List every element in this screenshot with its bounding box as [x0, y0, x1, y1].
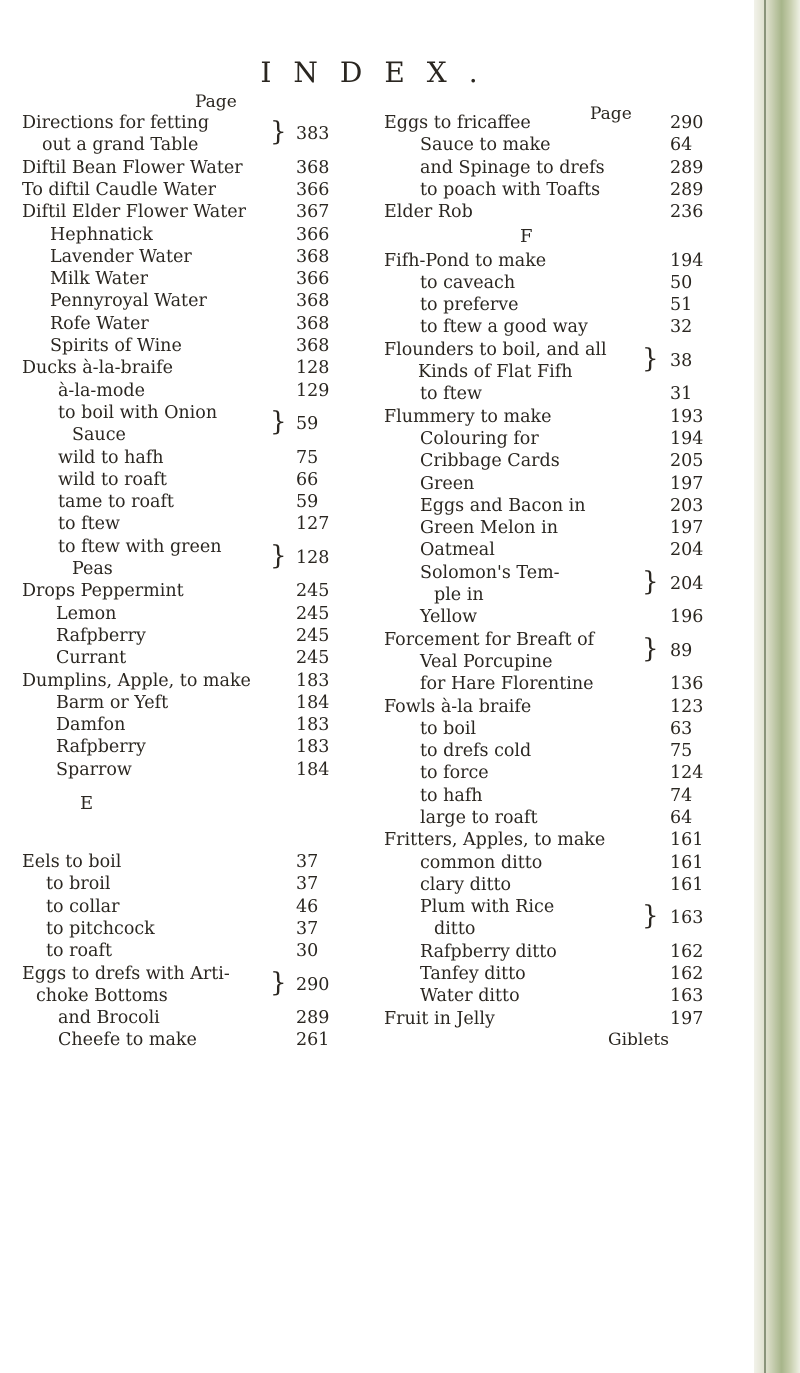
- entry-page-number: 290: [296, 974, 330, 995]
- entry-text: Currant: [56, 648, 127, 669]
- entry-page-number: 124: [670, 763, 704, 784]
- index-entry: [0, 179, 400, 201]
- entry-page-number: 63: [670, 718, 693, 739]
- entry-text: and Spinage to drefs: [420, 157, 605, 178]
- index-entry: [380, 428, 760, 450]
- entry-page-number: 368: [296, 313, 330, 334]
- entry-text: Pennyroyal Water: [50, 291, 207, 312]
- entry-page-number: 128: [296, 358, 330, 379]
- entry-text-line: out a grand Table: [42, 135, 199, 156]
- entry-text: Rofe Water: [50, 313, 149, 334]
- index-entry: [0, 670, 400, 692]
- entry-text: Tanfey ditto: [420, 964, 526, 985]
- entry-text: Eels to boil: [22, 852, 122, 872]
- entry-page-number: 368: [296, 291, 330, 312]
- entry-text: to force: [420, 763, 489, 784]
- entry-page-number: 64: [670, 135, 693, 156]
- entry-page-number: 197: [670, 1008, 704, 1029]
- entry-text: to ftew a good way: [420, 317, 588, 338]
- index-entry: [380, 696, 760, 718]
- entry-page-number: 163: [670, 986, 704, 1007]
- index-entry: [0, 873, 400, 895]
- entry-text: to ftew: [58, 514, 120, 535]
- index-entry: [380, 807, 760, 829]
- index-entry: [380, 250, 760, 272]
- index-entry: [380, 785, 760, 807]
- index-entry: [380, 963, 760, 985]
- entry-page-number: 368: [296, 336, 330, 356]
- index-entry-bracketed: [0, 112, 400, 157]
- entry-text: tame to roaft: [58, 492, 174, 513]
- index-entry: [380, 1008, 760, 1030]
- index-entry: [0, 625, 400, 647]
- index-entry: [380, 495, 760, 517]
- entry-page-number: 184: [296, 759, 330, 780]
- entry-text: Sparrow: [56, 759, 132, 780]
- index-entry: [380, 450, 760, 472]
- entry-text: Damfon: [56, 715, 126, 736]
- index-entry: [0, 380, 400, 402]
- entry-text: to poach with Toafts: [420, 179, 601, 200]
- index-entry-bracketed: [380, 339, 760, 384]
- entry-page-number: 366: [296, 224, 330, 245]
- index-entry: [380, 829, 760, 851]
- entry-text: for Hare Florentine: [420, 674, 594, 695]
- entry-page-number: 245: [296, 603, 330, 624]
- brace-glyph: }: [642, 566, 659, 597]
- index-entry: [0, 491, 400, 513]
- page-column-label-left: Page: [195, 92, 237, 112]
- index-entry: [0, 759, 400, 781]
- brace-glyph: }: [270, 540, 287, 571]
- entry-text: To diftil Caudle Water: [22, 179, 216, 200]
- section-letter: F: [520, 225, 533, 247]
- index-entry: [380, 201, 760, 223]
- index-entry: [0, 469, 400, 491]
- index-entry: [380, 383, 760, 405]
- entry-text-line: Forcement for Breaft of: [384, 629, 595, 650]
- entry-text-line: Veal Porcupine: [420, 651, 553, 672]
- index-entry: [380, 673, 760, 695]
- entry-page-number: 37: [296, 874, 319, 895]
- page-column-label-right: Page: [590, 104, 632, 124]
- index-entry: [380, 406, 760, 428]
- index-entry: [0, 224, 400, 246]
- index-entry: [0, 603, 400, 625]
- index-entry: [0, 290, 400, 312]
- index-entry: [380, 517, 760, 539]
- index-entry: [380, 134, 760, 156]
- entry-text: common ditto: [420, 852, 543, 873]
- entry-text-line: Flounders to boil, and all: [384, 339, 607, 360]
- entry-page-number: 59: [296, 413, 319, 434]
- entry-text-line: to boil with Onion: [58, 402, 218, 423]
- entry-page-number: 236: [670, 202, 704, 223]
- entry-page-number: 383: [296, 124, 330, 144]
- entry-page-number: 37: [296, 918, 319, 939]
- entry-text-line: ple in: [434, 584, 484, 605]
- index-entry: [0, 736, 400, 758]
- index-entry: [380, 157, 760, 179]
- index-entry-bracketed: [0, 536, 400, 581]
- entry-text-line: Eggs to drefs with Arti-: [22, 963, 230, 984]
- entry-text: large to roaft: [420, 808, 538, 828]
- entry-page-number: 129: [296, 380, 330, 401]
- entry-text-line: Sauce: [72, 425, 126, 446]
- brace-glyph: }: [642, 343, 659, 374]
- entry-page-number: 163: [670, 908, 704, 929]
- entry-text: Flummery to make: [384, 406, 552, 427]
- index-entry: [0, 1007, 400, 1029]
- brace-glyph: }: [270, 967, 287, 998]
- entry-text: Fritters, Apples, to make: [384, 830, 606, 851]
- entry-text: Sauce to make: [420, 135, 551, 156]
- entry-text: to boil: [420, 718, 477, 739]
- index-entry: [0, 918, 400, 940]
- entry-text: to drefs cold: [420, 741, 532, 762]
- entry-text-line: Kinds of Flat Fifh: [418, 361, 573, 382]
- entry-text: Colouring for: [420, 428, 539, 449]
- entry-text: Fifh-Pond to make: [384, 250, 547, 271]
- entry-text: clary ditto: [420, 874, 512, 895]
- index-entry: [0, 714, 400, 736]
- entry-page-number: 162: [670, 941, 704, 962]
- entry-page-number: 245: [296, 581, 330, 602]
- entry-page-number: 261: [296, 1030, 330, 1051]
- index-entry: [380, 985, 760, 1007]
- entry-text: and Brocoli: [58, 1008, 160, 1029]
- entry-page-number: 183: [296, 715, 330, 736]
- brace-glyph: }: [270, 117, 287, 147]
- entry-text: Spirits of Wine: [50, 336, 182, 356]
- entry-page-number: 196: [670, 607, 704, 628]
- entry-text-line: Plum with Rice: [420, 897, 555, 918]
- entry-page-number: 30: [296, 941, 319, 962]
- entry-page-number: 289: [670, 157, 704, 178]
- entry-text-line: to ftew with green: [58, 536, 222, 557]
- entry-text: Fowls à-la braife: [384, 696, 532, 717]
- entry-page-number: 128: [296, 547, 330, 568]
- index-entry: [0, 513, 400, 535]
- entry-page-number: 38: [670, 350, 693, 371]
- entry-page-number: 194: [670, 250, 704, 271]
- entry-page-number: 89: [670, 640, 693, 661]
- entry-text-line: Directions for fetting: [22, 113, 210, 133]
- right-index-column: [380, 112, 760, 1312]
- entry-text: to pitchcock: [46, 918, 155, 939]
- entry-text: to collar: [46, 896, 120, 917]
- index-entry: [0, 851, 400, 873]
- entry-page-number: 184: [296, 692, 330, 713]
- index-entry: [0, 647, 400, 669]
- entry-text: to broil: [46, 874, 111, 895]
- entry-page-number: 161: [670, 852, 704, 873]
- index-entry: [380, 606, 760, 628]
- entry-page-number: 368: [296, 157, 330, 178]
- entry-text: wild to hafh: [58, 447, 164, 468]
- entry-page-number: 161: [670, 830, 704, 851]
- index-entry: [380, 874, 760, 896]
- entry-text-line: Solomon's Tem-: [420, 562, 560, 583]
- index-entry: [0, 940, 400, 962]
- entry-page-number: 74: [670, 785, 693, 806]
- entry-text: Rafpberry ditto: [420, 941, 557, 962]
- brace-glyph: }: [642, 901, 659, 932]
- index-entry: [380, 316, 760, 338]
- index-entry: [380, 112, 760, 134]
- entry-page-number: 197: [670, 473, 704, 494]
- entry-text: Ducks à-la-braife: [22, 358, 173, 379]
- index-entry: [0, 896, 400, 918]
- entry-page-number: 127: [296, 514, 330, 535]
- brace-glyph: }: [270, 406, 287, 437]
- index-entry: [380, 941, 760, 963]
- entry-text: Diftil Elder Flower Water: [22, 202, 246, 223]
- entry-page-number: 136: [670, 674, 704, 695]
- entry-text: Fruit in Jelly: [384, 1008, 495, 1029]
- entry-page-number: 367: [296, 202, 330, 223]
- entry-text: Eggs and Bacon in: [420, 495, 586, 516]
- index-entry: [0, 580, 400, 602]
- entry-text: Diftil Bean Flower Water: [22, 157, 243, 178]
- page-title: INDEX.: [260, 56, 500, 89]
- entry-text: wild to roaft: [58, 469, 167, 490]
- entry-page-number: 289: [670, 179, 704, 200]
- entry-page-number: 183: [296, 737, 330, 758]
- entry-page-number: 245: [296, 625, 330, 646]
- entry-page-number: 37: [296, 852, 319, 872]
- section-letter: E: [80, 793, 94, 814]
- index-entry: [0, 692, 400, 714]
- index-entry: [0, 201, 400, 223]
- entry-page-number: 203: [670, 495, 704, 516]
- entry-page-number: 183: [296, 670, 330, 691]
- entry-text: Dumplins, Apple, to make: [22, 670, 251, 691]
- entry-page-number: 46: [296, 896, 319, 917]
- entry-page-number: 75: [670, 741, 693, 762]
- entry-text: Yellow: [420, 607, 478, 628]
- entry-page-number: 197: [670, 518, 704, 539]
- entry-page-number: 32: [670, 317, 693, 338]
- index-entry: [380, 539, 760, 561]
- entry-page-number: 161: [670, 874, 704, 895]
- entry-page-number: 290: [670, 113, 704, 133]
- index-entry: [380, 179, 760, 201]
- entry-text: Rafpberry: [56, 737, 146, 758]
- entry-text: Green: [420, 473, 475, 494]
- entry-text: Green Melon in: [420, 518, 559, 539]
- entry-text: Cribbage Cards: [420, 451, 560, 472]
- entry-page-number: 366: [296, 269, 330, 290]
- index-entry: [0, 357, 400, 379]
- entry-text: Lavender Water: [50, 246, 192, 267]
- entry-page-number: 194: [670, 428, 704, 449]
- index-entry-bracketed: [380, 629, 760, 674]
- entry-page-number: 66: [296, 469, 319, 490]
- entry-page-number: 50: [670, 272, 693, 293]
- entry-page-number: 123: [670, 696, 704, 717]
- entry-page-number: 204: [670, 540, 704, 561]
- index-entry-bracketed: [380, 896, 760, 941]
- index-entry: [0, 268, 400, 290]
- brace-glyph: }: [642, 633, 659, 664]
- entry-page-number: 59: [296, 492, 319, 513]
- entry-text: Hephnatick: [50, 224, 153, 245]
- entry-page-number: 245: [296, 648, 330, 669]
- catchword: Giblets: [608, 1030, 669, 1050]
- entry-text: Drops Peppermint: [22, 581, 184, 602]
- index-entry: [380, 294, 760, 316]
- entry-text: Lemon: [56, 603, 117, 624]
- entry-text: Water ditto: [420, 986, 520, 1007]
- entry-page-number: 162: [670, 964, 704, 985]
- entry-text: Barm or Yeft: [56, 692, 169, 713]
- entry-text: Elder Rob: [384, 202, 473, 223]
- index-entry-bracketed: [380, 562, 760, 607]
- entry-text: to preferve: [420, 295, 519, 316]
- book-edge-shadow: [754, 0, 800, 1373]
- index-entry: [0, 157, 400, 179]
- entry-text: Oatmeal: [420, 540, 495, 561]
- index-entry: [0, 447, 400, 469]
- entry-page-number: 51: [670, 295, 693, 316]
- entry-page-number: 366: [296, 179, 330, 200]
- entry-text: Eggs to fricaffee: [384, 113, 531, 133]
- entry-page-number: 205: [670, 451, 704, 472]
- entry-text: Cheefe to make: [58, 1030, 197, 1051]
- entry-page-number: 204: [670, 573, 704, 594]
- entry-page-number: 75: [296, 447, 319, 468]
- entry-page-number: 31: [670, 384, 693, 405]
- entry-text: to caveach: [420, 272, 516, 293]
- index-entry: [0, 246, 400, 268]
- index-entry: [380, 762, 760, 784]
- index-entry: [380, 852, 760, 874]
- index-entry: [380, 473, 760, 495]
- entry-text: Milk Water: [50, 269, 148, 290]
- entry-text: to roaft: [46, 941, 112, 962]
- index-entry: [380, 272, 760, 294]
- entry-text-line: Peas: [72, 558, 113, 579]
- entry-text: to ftew: [420, 384, 482, 405]
- index-entry: [0, 335, 400, 357]
- index-entry: [380, 740, 760, 762]
- entry-page-number: 193: [670, 406, 704, 427]
- entry-page-number: 368: [296, 246, 330, 267]
- index-entry-bracketed: [0, 402, 400, 447]
- index-entry: [0, 313, 400, 335]
- entry-text: Rafpberry: [56, 625, 146, 646]
- entry-page-number: 64: [670, 808, 693, 828]
- entry-text: to hafh: [420, 785, 483, 806]
- left-index-column: [0, 112, 400, 1312]
- entry-text: à-la-mode: [58, 380, 145, 401]
- entry-text-line: ditto: [434, 919, 476, 940]
- entry-page-number: 289: [296, 1008, 330, 1029]
- index-entry: [380, 718, 760, 740]
- index-entry-bracketed: [0, 963, 400, 1008]
- index-entry: [0, 1029, 400, 1051]
- entry-text-line: choke Bottoms: [36, 985, 168, 1006]
